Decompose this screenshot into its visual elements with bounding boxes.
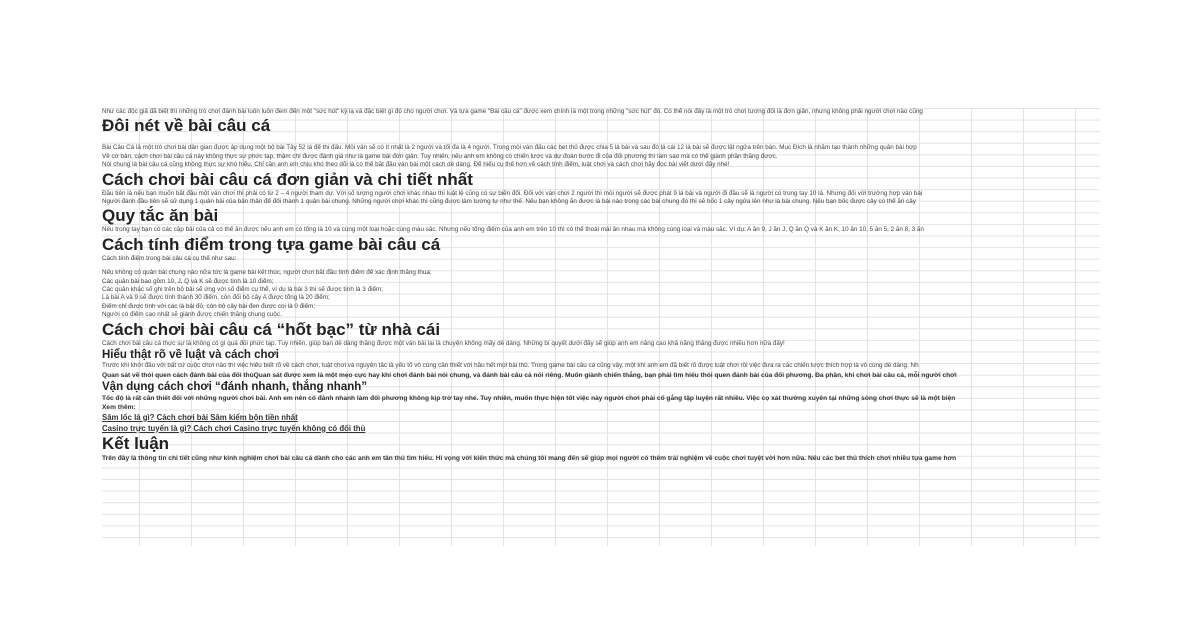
document-sheet (102, 108, 1100, 546)
overview-paragraph-2: Về cơ bản, cách chơi bài câu cá này không thực sự phức tạp, thậm chí được đánh giá như là game bài đơn giản. Tuy nhiên, nếu anh em không có chiến lược và dự đoán bước đi của đối phương thì làm sao mà có thể giành phần thắng được. (102, 152, 778, 160)
see-also-label: Xem thêm: (102, 403, 136, 411)
heading-casino: Cách chơi bài câu cá “hốt bạc” từ nhà cái (102, 319, 441, 339)
scoring-list-item: Điểm chỉ được tính với các lá bài đỏ, còn bộ cây bài đen được coi là 0 điểm; (102, 302, 315, 310)
scoring-list-item: Nếu không có quân bài chung nào nữa tức là game bài kết thúc, người chơi bắt đầu tính điểm để xác định thắng thua; (102, 269, 432, 277)
heading-conclusion: Kết luận (102, 433, 170, 453)
rules-paragraph: Nếu trong tay bạn có các cặp bài của cả có thể ăn được nếu anh em có tổng là 10 và cùng một loại hoặc cùng màu sắc. Nhưng nếu tổng điểm của anh em trên 10 thì có thể thoải mái ăn nhau mà không cùng loại và màu sắc. Ví dụ: A ăn 9, J ăn J, Q ăn Q và K ăn K, 10 ăn 10, 5 ăn 5, 2 ăn 8, 3 ăn (102, 226, 924, 234)
scoring-list-item: Các quân bài bao gồm 10, J, Q và K sẽ được tính là 10 điểm; (102, 277, 274, 285)
howto-paragraph-1: Đầu tiên là nếu bạn muốn bắt đầu một ván chơi thì phải có từ 2 – 4 người tham dự. Với số lượng người chơi khác nhau thì luật lệ cũng có sự biến đổi. Đối với ván chơi 2 người thì mỗi người sẽ được phát 9 lá bài và người đi đầu sẽ là người có trong tay 10 lá. Nhưng đối với trường hợp ván bài (102, 189, 923, 197)
casino-paragraph: Cách chơi bài câu cá thực sự là không có gì quá đỗi phức tạp. Tuy nhiên, giúp bạn dễ dàng thắng được một ván bài lại là chuyện không mấy dễ dàng. Những bí quyết dưới đây sẽ giúp anh em nâng cao khả năng thắng được nhiều hơn nữa đấy! (102, 339, 785, 347)
overview-paragraph-1: Bài Câu Cá là một trò chơi bài dân gian được áp dụng một bộ bài Tây 52 lá để thi đấu. Mỗi ván sẽ có ít nhất là 2 người và tối đa là 4 người. Trong mỗi ván đấu các bet thủ được chia 5 lá bài và sau đó lá cái 12 lá bài sẽ được lật ngửa trên bàn. Mục Đích là nhằm tạo thành những quân bài hợp (102, 144, 917, 152)
heading-understand: Hiểu thật rõ về luật và cách chơi (102, 349, 279, 362)
related-link-casino[interactable]: Casino trực tuyến là gì? Cách chơi Casino trực tuyến không có đối thủ (102, 423, 366, 433)
related-link-sam-loc[interactable]: Sâm lốc là gì? Cách chơi bài Sâm kiểm bộn tiền nhất (102, 412, 298, 422)
scoring-list-item: Các quân khác số ghi trên bộ bài sẽ ứng với số điểm cụ thể, ví dụ là bài 3 thì sẽ được tính là 3 điểm; (102, 286, 383, 294)
scoring-intro: Cách tính điểm trong bài câu cá cụ thể như sau: (102, 254, 237, 262)
heading-howto: Cách chơi bài câu cá đơn giản và chi tiết nhất (102, 169, 473, 189)
conclusion-paragraph: Trên đây là thông tin chi tiết cũng như kinh nghiệm chơi bài câu cá dành cho các anh em tân thủ tìm hiểu. Hi vọng với kiến thức mà chúng tôi mang đến sẽ giúp mọi người có thêm trải nghiệm về cuộc chơi tuyệt vời hơn nữa. Nếu các bet thủ thích chơi nhiều tựa game hơn (102, 454, 957, 462)
understand-paragraph-1: Trước khi khởi đầu với bất cứ cuộc chơi nào thì việc hiểu biết rõ về cách chơi, luật chơi và nguyên tắc là yếu tố vô cùng cần thiết với hầu hết mọi bài thủ. Trong game bài câu cá cũng vậy, một khi anh em đã biết rõ được luật chơi rồi việc đưa ra các chiến lược thích hợp là vô cùng dễ dàng. Nh (102, 362, 919, 370)
scoring-list-item: Lá bài A và 9 sẽ được tính thành 30 điểm, còn đối bộ cây A được tổng là 20 điểm; (102, 294, 330, 302)
heading-overview: Đôi nét về bài câu cá (102, 116, 271, 136)
fast-paragraph: Tốc độ là rất cần thiết đối với những người chơi bài. Anh em nên cố đánh nhanh làm đối phương không kịp trở tay nhé. Tuy nhiên, muốn thực hiện tốt việc này người chơi phải cố gắng tập luyện rất nhiều. Việc cọ xát thường xuyên tại những sòng chơi thực sẽ là một biện (102, 394, 956, 402)
heading-rules: Quy tắc ăn bài (102, 206, 219, 226)
intro-paragraph: Như các độc giả đã biết thì những trò chơi đánh bài luôn luôn đem đến một "sức hút" kỳ lạ và đặc biệt gì đó cho người chơi. Và tựa game "Bài câu cá" được xem chính là một trong những "sức hút" đó. Có thể nói đây là một trò chơi tương đối là đơn giản, nhưng không phải người chơi nào cũng (102, 108, 923, 115)
howto-paragraph-2: Người đánh đầu tiên sẽ sử dụng 1 quân bài của bản thân để đổi thành 1 quân bài chung. Những người chơi khác thì cũng được làm tương tự như thế. Nếu bạn không ăn được lá bài nào trong các bài chung đó thì sẽ bốc 1 cây ngửa lên như là bài chung. Nếu bạn bốc được cây có thể ăn cây (102, 198, 916, 206)
overview-paragraph-3: Nói chung là bài câu cá cũng không thực sự khó hiểu. Chỉ cần anh em chịu khó theo dõi là có thể bắt đầu ván bài một cách dễ dàng. Để hiểu cụ thể hơn về cách tính điểm, luật chơi và cách chơi hãy đọc bài viết dưới đây nhé! (102, 161, 730, 169)
heading-scoring: Cách tính điểm trong tựa game bài câu cá (102, 234, 441, 254)
heading-fast: Vận dụng cách chơi “đánh nhanh, thắng nhanh” (102, 380, 368, 393)
understand-paragraph-2: Quan sát về thói quen cách đánh bài của đối thủQuan sát được xem là một mẹo cực hay khi chơi đánh bài nói chung, và đánh bài câu cá nói riêng. Muốn giành chiến thắng, bạn phải tìm hiểu thói quen đánh bài của đối phương. Đa phần, khi chơi bài câu cá, mỗi người chơi (102, 371, 957, 379)
scoring-list-item: Người có điểm cao nhất sẽ giành được chiến thắng chung cuộc. (102, 311, 282, 319)
